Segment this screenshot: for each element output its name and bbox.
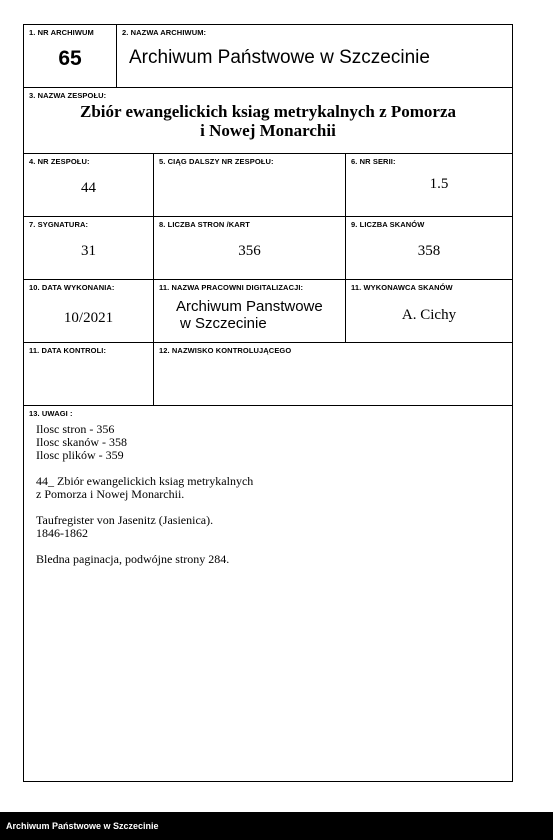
nr-archiwum-label: 1. NR ARCHIWUM xyxy=(29,28,94,37)
ciag-dalszy-cell xyxy=(154,154,346,217)
data-kontroli-label: 11. DATA KONTROLI: xyxy=(29,346,107,355)
pracownia-label: 11. NAZWA PRACOWNI DIGITALIZACJI: xyxy=(159,283,304,292)
footer-text: Archiwum Państwowe w Szczecinie xyxy=(6,821,159,831)
pracownia-line1: Archiwum Panstwowe xyxy=(176,298,323,315)
nr-archiwum-value: 65 xyxy=(58,47,82,70)
uwagi-line: 1846-1862 xyxy=(36,526,88,540)
nr-serii-cell xyxy=(346,154,512,217)
ciag-dalszy-label: 5. CIĄG DALSZY NR ZESPOŁU: xyxy=(159,157,274,166)
liczba-skanow-value: 358 xyxy=(417,243,441,259)
metadata-card xyxy=(23,24,513,782)
footer-bar xyxy=(0,812,553,840)
nazwa-zespolu-line2: i Nowej Monarchii xyxy=(200,121,336,140)
pracownia-line2: w Szczecinie xyxy=(180,315,267,332)
data-wykonania-label: 10. DATA WYKONANIA: xyxy=(29,283,115,292)
pracownia-cell xyxy=(154,280,346,343)
data-wykonania-value: 10/2021 xyxy=(63,310,114,326)
sygnatura-value: 31 xyxy=(81,243,96,259)
liczba-stron-value: 356 xyxy=(238,243,261,259)
uwagi-cell xyxy=(24,406,512,781)
nazwa-zespolu-cell xyxy=(24,88,512,154)
nazwa-zespolu-line1: Zbiór ewangelickich ksiag metrykalnych z Pomorza xyxy=(79,102,457,121)
uwagi-line: Ilosc skanów - 358 xyxy=(36,435,127,449)
liczba-skanow-label: 9. LICZBA SKANÓW xyxy=(351,220,425,229)
uwagi-line: Bledna paginacja, podwójne strony 284. xyxy=(36,552,230,566)
kontrolujacy-cell xyxy=(154,343,512,406)
nr-zespolu-cell xyxy=(24,154,154,217)
pracownia-value xyxy=(176,298,323,332)
uwagi-line: 44_ Zbiór ewangelickich ksiag metrykalnych xyxy=(36,474,254,488)
nazwa-zespolu-label: 3. NAZWA ZESPOŁU: xyxy=(29,91,107,100)
uwagi-line: Taufregister von Jasenitz (Jasienica). xyxy=(36,513,214,527)
uwagi-line: Ilosc stron - 356 xyxy=(36,422,115,436)
liczba-stron-label: 8. LICZBA STRON /KART xyxy=(159,220,250,229)
nazwa-archiwum-label: 2. NAZWA ARCHIWUM: xyxy=(122,28,207,37)
wykonawca-cell xyxy=(346,280,512,343)
nr-serii-label: 6. NR SERII: xyxy=(351,157,396,166)
sygnatura-cell xyxy=(24,217,154,280)
uwagi-label: 13. UWAGI : xyxy=(29,409,73,418)
wykonawca-label: 11. WYKONAWCA SKANÓW xyxy=(351,283,453,292)
sygnatura-label: 7. SYGNATURA: xyxy=(29,220,89,229)
nr-archiwum-cell xyxy=(24,25,117,88)
nr-zespolu-label: 4. NR ZESPOŁU: xyxy=(29,157,90,166)
liczba-skanow-cell xyxy=(346,217,512,280)
nazwa-zespolu-value xyxy=(24,102,512,140)
kontrolujacy-label: 12. NAZWISKO KONTROLUJĄCEGO xyxy=(159,346,292,355)
nr-serii-value: 1.5 xyxy=(429,176,449,192)
data-wykonania-cell xyxy=(24,280,154,343)
nazwa-archiwum-value: Archiwum Państwowe w Szczecinie xyxy=(129,47,430,68)
nazwa-archiwum-cell xyxy=(117,25,512,88)
data-kontroli-cell xyxy=(24,343,154,406)
uwagi-line: Ilosc plików - 359 xyxy=(36,448,124,462)
uwagi-text xyxy=(36,423,253,566)
uwagi-line: z Pomorza i Nowej Monarchii. xyxy=(36,487,185,501)
wykonawca-value: A. Cichy xyxy=(401,307,457,323)
liczba-stron-cell xyxy=(154,217,346,280)
nr-zespolu-value: 44 xyxy=(81,180,96,196)
